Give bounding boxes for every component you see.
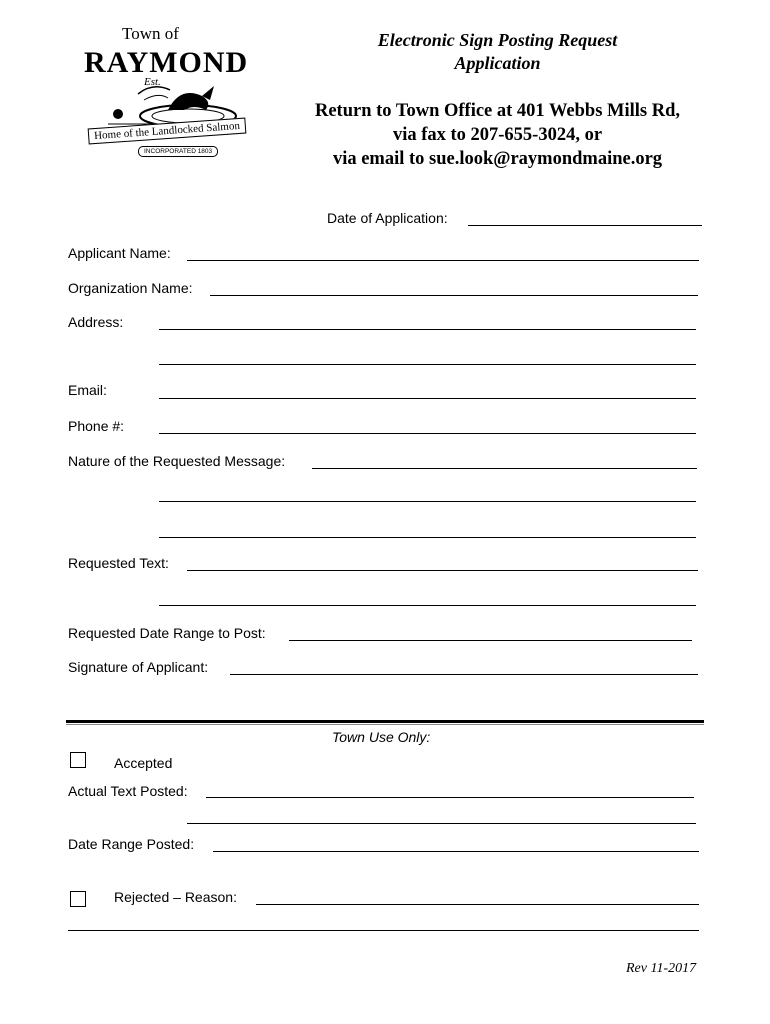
form-title-line2: Application	[454, 53, 541, 73]
nature-of-message-field-line1[interactable]	[312, 468, 697, 469]
date-range-posted-label: Date Range Posted:	[68, 836, 195, 852]
logo-banner: Home of the Landlocked Salmon	[88, 118, 247, 145]
accepted-label: Accepted	[114, 755, 173, 771]
address-field-line1[interactable]	[159, 329, 696, 330]
return-instructions-line2: via fax to 207-655-3024, or	[392, 125, 603, 145]
signature-field[interactable]	[230, 674, 698, 675]
actual-text-posted-label: Actual Text Posted:	[68, 783, 188, 799]
nature-of-message-field-line3[interactable]	[159, 537, 696, 538]
organization-name-label: Organization Name:	[68, 280, 193, 296]
actual-text-posted-field-line1[interactable]	[206, 797, 694, 798]
phone-field[interactable]	[159, 433, 696, 434]
nature-of-message-field-line2[interactable]	[159, 501, 696, 502]
town-use-divider	[66, 720, 704, 723]
email-field[interactable]	[159, 398, 696, 399]
date-of-application-label: Date of Application:	[327, 210, 448, 226]
requested-text-field-line2[interactable]	[159, 605, 696, 606]
actual-text-posted-field-line2[interactable]	[187, 823, 696, 824]
requested-text-field-line1[interactable]	[187, 570, 698, 571]
town-use-heading: Town Use Only:	[332, 729, 431, 745]
return-instructions-line1: Return to Town Office at 401 Webbs Mills Rd,	[314, 101, 681, 121]
rejected-reason-field-line1[interactable]	[256, 904, 699, 905]
requested-text-label: Requested Text:	[68, 555, 169, 571]
signature-label: Signature of Applicant:	[68, 659, 209, 675]
applicant-name-label: Applicant Name:	[68, 245, 171, 261]
email-label: Email:	[68, 382, 107, 398]
logo-town-name: RAYMOND	[84, 46, 249, 79]
accepted-checkbox[interactable]	[70, 752, 86, 768]
rejected-reason-field-line2[interactable]	[68, 930, 699, 931]
town-logo	[78, 22, 256, 172]
address-field-line2[interactable]	[159, 364, 696, 365]
date-of-application-field[interactable]	[468, 225, 702, 226]
address-label: Address:	[68, 314, 124, 330]
date-range-posted-field[interactable]	[213, 851, 699, 852]
form-title-line1: Electronic Sign Posting Request	[377, 30, 618, 50]
rejected-checkbox[interactable]	[70, 891, 86, 907]
logo-est: Est.	[144, 76, 161, 88]
phone-label: Phone #:	[68, 418, 125, 434]
applicant-name-field[interactable]	[187, 260, 699, 261]
requested-date-range-field[interactable]	[289, 640, 692, 641]
revision-label: Rev 11-2017	[626, 961, 697, 976]
rejected-reason-label: Rejected – Reason:	[114, 889, 237, 905]
town-use-divider-shadow	[66, 724, 704, 725]
nature-of-message-label: Nature of the Requested Message:	[68, 453, 286, 469]
return-instructions-line3: via email to sue.look@raymondmaine.org	[332, 149, 663, 169]
logo-incorporated: INCORPORATED 1803	[138, 146, 218, 157]
organization-name-field[interactable]	[210, 295, 698, 296]
logo-town-of: Town of	[122, 24, 179, 43]
requested-date-range-label: Requested Date Range to Post:	[68, 625, 266, 641]
